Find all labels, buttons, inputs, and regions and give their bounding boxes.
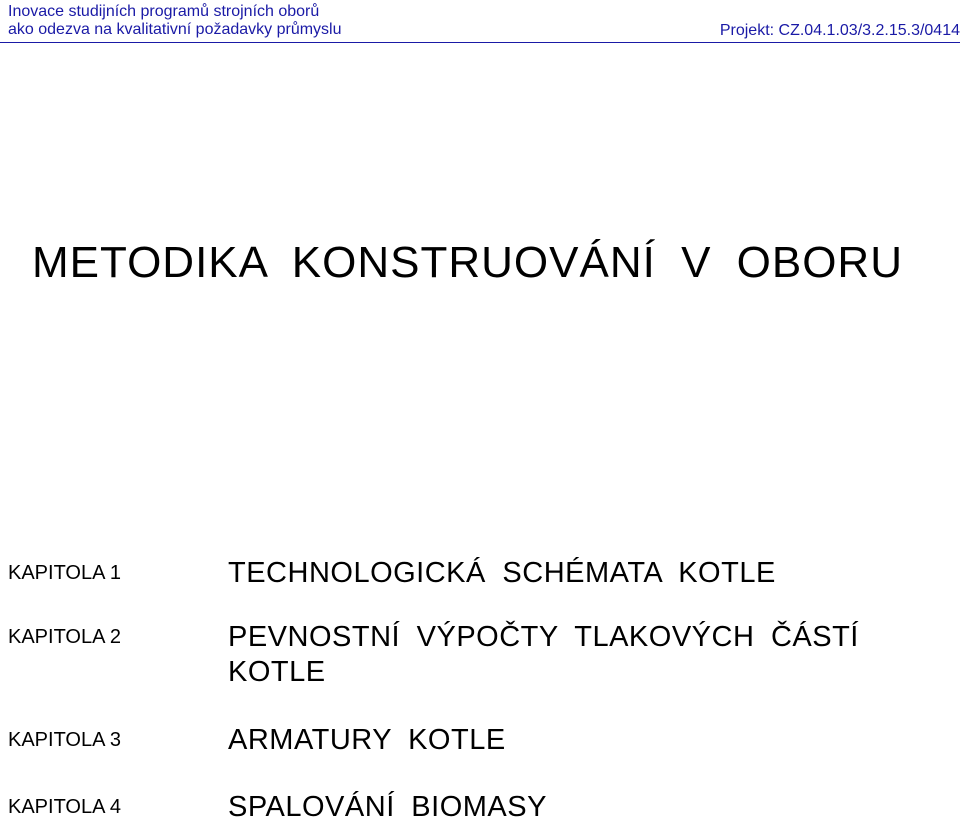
chapter-label: KAPITOLA 4 <box>8 796 122 818</box>
header-line-2: ako odezva na kvalitativní požadavky průmyslu <box>8 21 342 38</box>
chapter-name: PEVNOSTNÍ VÝPOČTY TLAKOVÝCH ČÁSTÍ KOTLE <box>228 621 859 688</box>
chapter-label: KAPITOLA 3 <box>8 729 122 751</box>
chapter-label: KAPITOLA 1 <box>8 562 122 584</box>
header-program-text <box>8 3 342 39</box>
header-project-code: Projekt: CZ.04.1.03/3.2.15.3/0414 <box>719 22 960 39</box>
page-header <box>8 3 960 41</box>
document-title: METODIKA KONSTRUOVÁNÍ V OBORU <box>32 238 903 287</box>
header-line-1: Inovace studijních programů strojních oborů <box>8 3 320 20</box>
header-divider <box>0 42 960 43</box>
chapter-name: SPALOVÁNÍ BIOMASY <box>228 791 547 823</box>
chapter-name: ARMATURY KOTLE <box>228 724 506 756</box>
chapter-label: KAPITOLA 2 <box>8 626 122 648</box>
chapter-name: TECHNOLOGICKÁ SCHÉMATA KOTLE <box>228 557 776 589</box>
